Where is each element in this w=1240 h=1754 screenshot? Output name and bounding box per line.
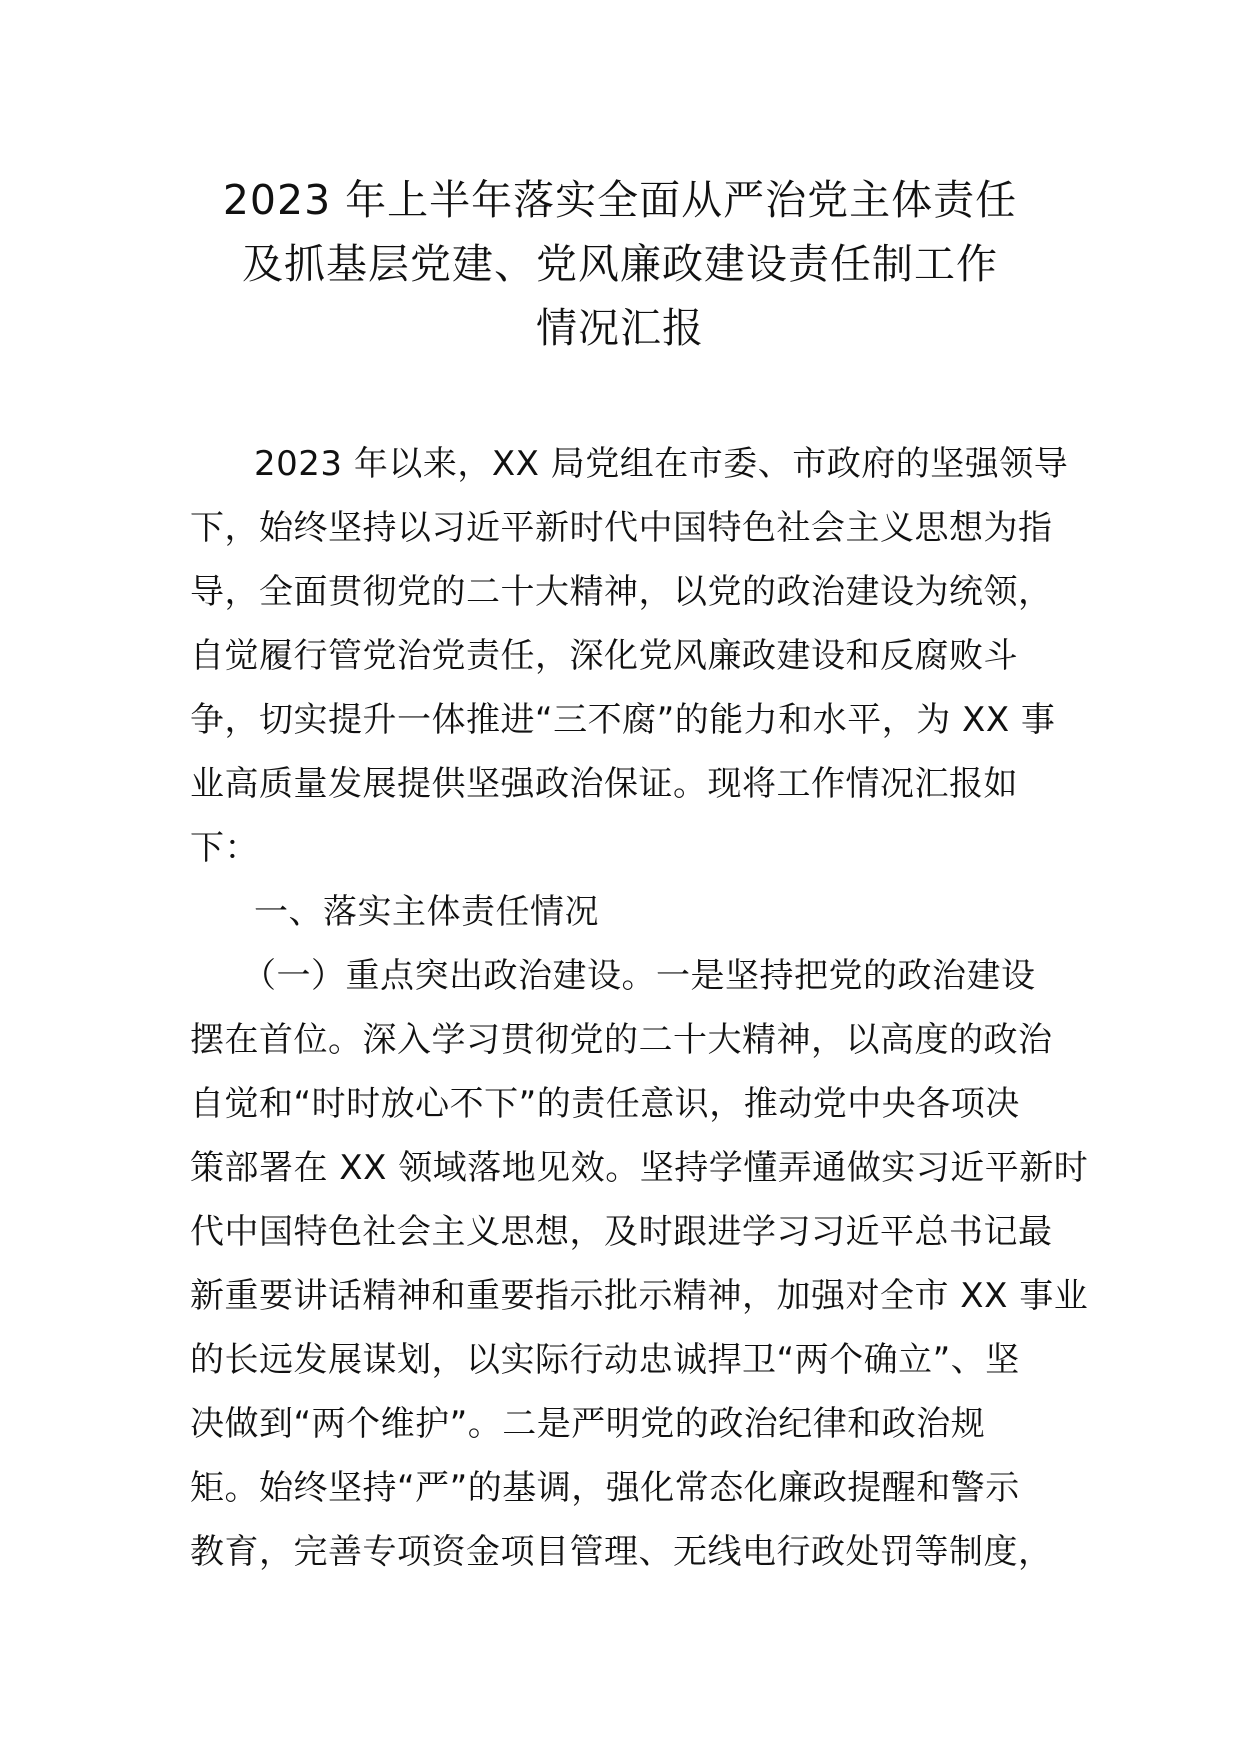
subsection-line-2: 摆在首位。深入学习贯彻党的二十大精神，以高度的政治 bbox=[190, 1020, 1053, 1060]
intro-line-5: 争，切实提升一体推进“三不腐”的能力和水平，为 XX 事 bbox=[190, 700, 1056, 740]
title-line-2: 及抓基层党建、党风廉政建设责任制工作 bbox=[242, 240, 998, 288]
intro-line-7: 下： bbox=[190, 828, 259, 868]
subsection-paragraph bbox=[190, 944, 1089, 1584]
subsection-line-1: （一）重点突出政治建设。一是坚持把党的政治建设 bbox=[242, 956, 1036, 996]
intro-line-3: 导，全面贯彻党的二十大精神，以党的政治建设为统领， bbox=[190, 572, 1053, 612]
intro-line-2: 下，始终坚持以习近平新时代中国特色社会主义思想为指 bbox=[190, 508, 1053, 548]
intro-line-6: 业高质量发展提供坚强政治保证。现将工作情况汇报如 bbox=[190, 764, 1018, 804]
document-title bbox=[150, 168, 1090, 360]
subsection-line-3: 自觉和“时时放心不下”的责任意识，推动党中央各项决 bbox=[190, 1084, 1020, 1124]
subsection-line-7: 的长远发展谋划，以实际行动忠诚捍卫“两个确立”、坚 bbox=[190, 1340, 1020, 1380]
subsection-line-4: 策部署在 XX 领域落地见效。坚持学懂弄通做实习近平新时 bbox=[190, 1148, 1089, 1188]
subsection-line-6: 新重要讲话精神和重要指示批示精神，加强对全市 XX 事业 bbox=[190, 1276, 1089, 1316]
intro-line-1: 2023 年以来，XX 局党组在市委、市政府的坚强领导 bbox=[254, 444, 1069, 484]
title-line-1: 2023 年上半年落实全面从严治党主体责任 bbox=[222, 176, 1018, 224]
intro-line-4: 自觉履行管党治党责任，深化党风廉政建设和反腐败斗 bbox=[190, 636, 1018, 676]
document-body bbox=[190, 432, 1089, 1584]
subsection-line-9: 矩。始终坚持“严”的基调，强化常态化廉政提醒和警示 bbox=[190, 1468, 1020, 1508]
intro-paragraph bbox=[190, 432, 1069, 880]
section-heading: 一、落实主体责任情况 bbox=[254, 892, 599, 932]
title-line-3: 情况汇报 bbox=[536, 304, 704, 352]
subsection-line-8: 决做到“两个维护”。二是严明党的政治纪律和政治规 bbox=[190, 1404, 986, 1444]
subsection-line-5: 代中国特色社会主义思想，及时跟进学习习近平总书记最 bbox=[190, 1212, 1053, 1252]
subsection-line-10: 教育，完善专项资金项目管理、无线电行政处罚等制度， bbox=[190, 1532, 1053, 1572]
